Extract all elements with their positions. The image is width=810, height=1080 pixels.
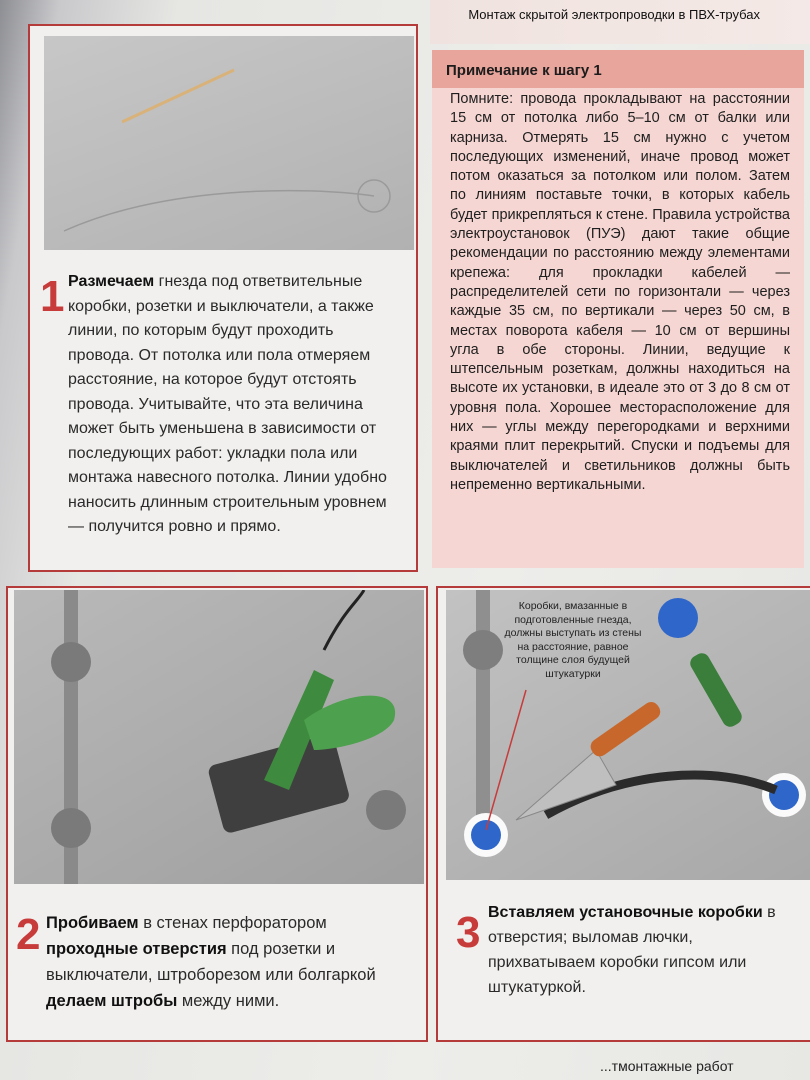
step-1-body: гнезда под ответвительные коробки, розетки и выключатели, а также линии, по которым будут проходить провода. От потолка или пола отмеряем расстояние, на которое будут отстоять провода. Учитывайте, что эта величина может быть уменьшена в зависимости от последующих работ: укладки пола или монтажа навесного потолка. Линии удобно наносить длинным строительным уровнем — получится ровно и прямо. (68, 273, 387, 535)
step-1-text (68, 270, 398, 540)
vertical-groove (476, 590, 490, 830)
step-2-number: 2 (16, 910, 41, 959)
callout-text: Коробки, вмазанные в подготовленные гнезда, должны выступать из стены на расстояние, равное толщине слоя будущей штукатурки (504, 600, 642, 680)
wall-chaser-illustration (14, 590, 424, 884)
step-1-number: 1 (40, 272, 65, 321)
pencil-shape (122, 70, 234, 122)
marking-line (64, 191, 374, 231)
wall-marking-illustration (44, 36, 414, 250)
step-3-body: в отверстия; выломав лючки, прихватываем коробки гипсом или штукатуркой. (488, 904, 776, 996)
step-2-body-a: в стенах перфоратором (138, 914, 327, 932)
footer-running-text: ...тмонтажные работ (600, 1058, 734, 1074)
power-cord (324, 590, 364, 650)
step-2-bold-b: делаем штробы (46, 992, 178, 1010)
note-box (432, 50, 804, 568)
socket-hole (366, 790, 406, 830)
step-1-photo (44, 36, 414, 250)
step-3-number: 3 (456, 908, 481, 957)
callout-line (486, 690, 526, 830)
trowel-handle (587, 699, 663, 760)
socket-hole (463, 630, 503, 670)
mounting-box (658, 598, 698, 638)
step-2-body-c: между ними. (177, 992, 280, 1010)
step-2-lead: Пробиваем (46, 914, 139, 932)
step-1-lead: Размечаем (68, 273, 155, 290)
step-2-photo (14, 590, 424, 884)
step-2-text (46, 910, 416, 1014)
step-3-text (488, 900, 788, 1000)
note-text: Помните: провода прокладывают на расстоянии 15 см от потолка либо 5–10 см от балки или карниза. Отмерять 15 см нужно с учетом последующих изменений, иначе провод может потом оказаться за потолком или полом. Затем по линиям поставьте точки, в которых кабель будет прикрепляться к стене. Правила устройства электроустановок (ПУЭ) дают такие общие рекомендации по расстоянию между элементами крепежа: для прокладки кабелей — распределителей сети по горизонтали — через каждые 35 см, по вертикали — через 50 см, в местах поворота кабеля — 10 см от вершины угла в обе стороны. Линии, ведущие к штепсельным розеткам, должны находиться на высоте их установки, в идеале это от 3 до 8 см от уровня пола. Хорошее месторасположение для них — углы между перегородками и верхними краями плит перекрытий. Спуски и подъемы для выключателей и светильников должны быть непременно вертикальными. (450, 91, 790, 493)
step-2-body-b: под розетки и выключатели, штроборезом или болгаркой (46, 940, 376, 984)
step-3-lead: Вставляем установочные коробки (488, 904, 763, 921)
running-header (430, 0, 810, 44)
running-title: Монтаж скрытой электропроводки в ПВХ-трубах (468, 7, 760, 22)
installed-box (471, 820, 501, 850)
socket-hole (51, 642, 91, 682)
note-title: Примечание к шагу 1 (432, 50, 804, 88)
socket-hole (51, 808, 91, 848)
step-2-bold-a: проходные отверстия (46, 940, 227, 958)
knife-tool (687, 650, 744, 729)
